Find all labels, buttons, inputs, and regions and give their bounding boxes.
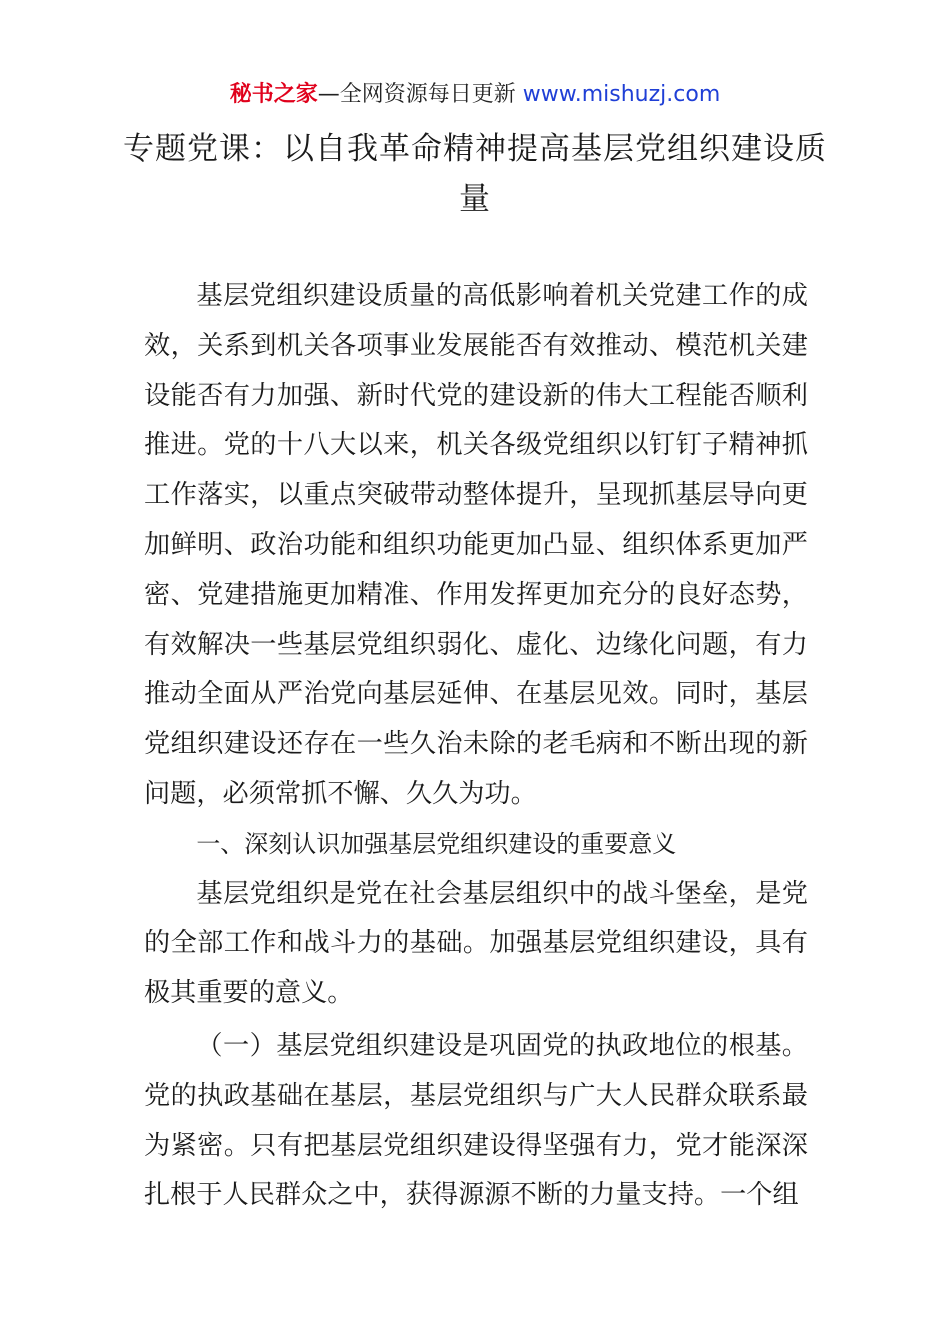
section-heading: 一、深刻认识加强基层党组织建设的重要意义 xyxy=(196,829,677,858)
section-paragraph: 基层党组织是党在社会基层组织中的战斗堡垒，是党的全部工作和战斗力的基础。加强基层党组织建设，具有极其重要的意义。 xyxy=(144,878,808,1009)
intro-paragraph: 基层党组织建设质量的高低影响着机关党建工作的成效，关系到机关各项事业发展能否有效推动、模范机关建设能否有力加强、新时代党的建设新的伟大工程能否顺利推进。党的十八大以来，机关各级党组织以钉钉子精神抓工作落实，以重点突破带动整体提升，呈现抓基层导向更加鲜明、政治功能和组织功能更加凸显、组织体系更加严密、党建措施更加精准、作用发挥更加充分的良好态势，有效解决一些基层党组织弱化、虚化、边缘化问题，有力推动全面从严治党向基层延伸、在基层见效。同时，基层党组织建设还存在一些久治未除的老毛病和不断出现的新问题，必须常抓不懈、久久为功。 xyxy=(144,281,808,809)
document-body xyxy=(144,272,808,1221)
site-watermark xyxy=(0,80,950,110)
document-title: 专题党课：以自我革命精神提高基层党组织建设质量 xyxy=(123,131,827,217)
subsection-paragraph: （一）基层党组织建设是巩固党的执政地位的根基。党的执政基础在基层，基层党组织与广大人民群众联系最为紧密。只有把基层党组织建设得坚强有力，党才能深深扎根于人民群众之中，获得源源不断的力量支持。一个组 xyxy=(144,1030,808,1211)
watermark-brand: 秘书之家 xyxy=(229,82,318,107)
watermark-tagline: —全网资源每日更新 xyxy=(317,82,523,107)
watermark-url[interactable]: www.mishuzj.com xyxy=(522,82,721,107)
